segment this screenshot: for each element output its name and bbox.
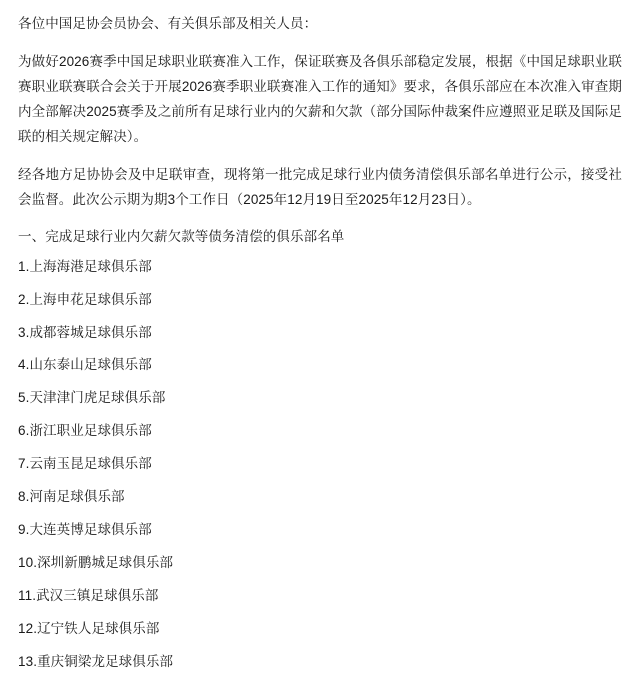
list-item: 8.河南足球俱乐部 (18, 489, 125, 505)
list-item: 4.山东泰山足球俱乐部 (18, 357, 152, 373)
list-item: 13.重庆铜梁龙足球俱乐部 (18, 653, 174, 669)
club-list (18, 257, 622, 673)
salutation-text: 各位中国足协会员协会、有关俱乐部及相关人员： (18, 16, 318, 31)
list-item: 11.武汉三镇足球俱乐部 (18, 587, 159, 603)
list-item: 12.辽宁铁人足球俱乐部 (18, 620, 160, 636)
list-item: 9.大连英博足球俱乐部 (18, 522, 152, 538)
list-item: 3.成都蓉城足球俱乐部 (18, 324, 152, 340)
paragraph-requirements: 为做好2026赛季中国足球职业联赛准入工作，保证联赛及各俱乐部稳定发展，根据《中国足球职业联赛职业联赛联合会关于开展2026赛季职业联赛准入工作的通知》要求，各俱乐部应在本次准入审查期内全部解决2025赛季及之前所有足球行业内的欠薪和欠款（部分国际仲裁案件应遵照亚足联及国际足联的相关规定解决）。 (18, 53, 622, 144)
list-item: 10.深圳新鹏城足球俱乐部 (18, 554, 174, 570)
list-item: 6.浙江职业足球俱乐部 (18, 423, 152, 439)
list-item: 1.上海海港足球俱乐部 (18, 258, 152, 274)
list-item: 5.天津津门虎足球俱乐部 (18, 390, 166, 406)
paragraph-announcement: 经各地方足协协会及中足联审查，现将第一批完成足球行业内债务清偿俱乐部名单进行公示，接受社会监督。此次公示期为期3个工作日（2025年12月19日至2025年12月23日）。 (18, 166, 622, 207)
list-item: 7.云南玉昆足球俱乐部 (18, 456, 152, 472)
list-item: 2.上海申花足球俱乐部 (18, 291, 152, 307)
section-title-club-list: 一、完成足球行业内欠薪欠款等债务清偿的俱乐部名单 (18, 228, 345, 244)
